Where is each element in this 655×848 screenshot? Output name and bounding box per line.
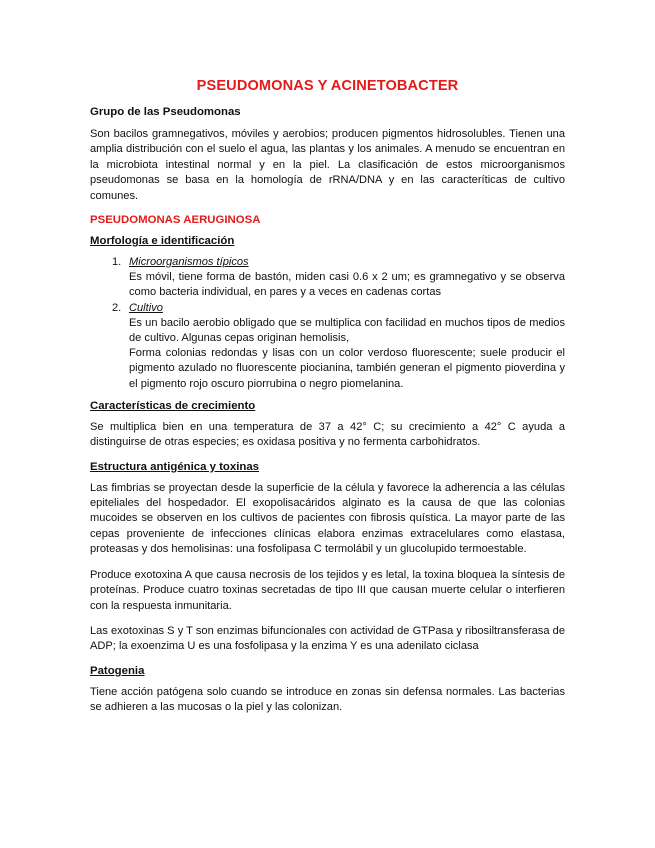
list-item-title: Cultivo	[129, 301, 163, 314]
group-heading: Grupo de las Pseudomonas	[90, 106, 241, 118]
list-item-text: Es móvil, tiene forma de bastón, miden casi 0.6 x 2 um; es gramnegativo y se observa como bacteria individual, en pares y a veces en cadenas cortas	[129, 271, 565, 299]
estructura-paragraph: Las exotoxinas S y T son enzimas bifuncionales con actividad de GTPasa y ribosiltransferasa de ADP; la exoenzima U es una fosfolipasa y la enzima Y es una adenilato ciclasa	[90, 624, 565, 653]
morfologia-heading: Morfología e identificación	[90, 235, 235, 248]
patogenia-paragraph: Tiene acción patógena solo cuando se introduce en zonas sin defensa normales. Las bacterias se adhieren a las mucosas o la piel y las colonizan.	[90, 685, 565, 714]
species-heading: PSEUDOMONAS AERUGINOSA	[90, 214, 261, 227]
list-item-text: Es un bacilo aerobio obligado que se multiplica con facilidad en muchos tipos de medios de cultivo. Algunas cepas originan hemolisis,	[129, 316, 565, 345]
list-item	[90, 255, 565, 301]
list-item-number: 2.	[112, 301, 122, 314]
list-item	[90, 301, 565, 392]
estructura-paragraph: Las fimbrias se proyectan desde la superficie de la célula y favorece la adherencia a las células epiteliales del hospedador. El exopolisacáridos alginato es la causa de que las colonias mucoides se observen en los cultivos de pacientes con fibrosis quística. La mayor parte de las cepas proveniente de infecciones clínicas elabora enzimas extracelulares como elastasa, proteasas y dos hemolisinas: una fosfolipasa C termolábil y un glucolupido termoestable.	[90, 481, 565, 556]
estructura-paragraph: Produce exotoxina A que causa necrosis de los tejidos y es letal, la toxina bloquea la síntesis de proteínas. Produce cuatro toxinas secretadas de tipo III que causan muerte celular o interfieren con la respuesta inmunitaria.	[90, 568, 565, 612]
crecimiento-heading: Características de crecimiento	[90, 399, 256, 412]
list-item-number: 1.	[112, 256, 122, 269]
patogenia-heading: Patogenia	[90, 664, 145, 677]
estructura-heading: Estructura antigénica y toxinas	[90, 460, 260, 473]
intro-paragraph: Son bacilos gramnegativos, móviles y aerobios; producen pigmentos hidrosolubles. Tienen una amplia distribución con el suelo el agua, las plantas y los animales. A menudo se encuentran en la microbiota intestinal normal y en la piel. La clasificación de estos microorganismos pseudomonas se basa en la homología de rRNA/DNA y en las caracteríticas de cultivo comunes.	[90, 128, 565, 202]
list-item-title: Microorganismos típicos	[129, 256, 249, 269]
list-item-text: Forma colonias redondas y lisas con un color verdoso fluorescente; suele producir el pigmento azulado no fluorescente piocianina, también generan el pigmento pioverdina y el pigmento rojo oscuro piorrubina o negro piomelanina.	[129, 347, 565, 390]
crecimiento-paragraph: Se multiplica bien en una temperatura de 37 a 42° C; su crecimiento a 42° C ayuda a distinguirse de otras especies; es oxidasa positiva y no fermenta carbohidratos.	[90, 420, 565, 449]
page-title: PSEUDOMONAS Y ACINETOBACTER	[196, 78, 459, 94]
morfologia-list	[90, 255, 565, 392]
